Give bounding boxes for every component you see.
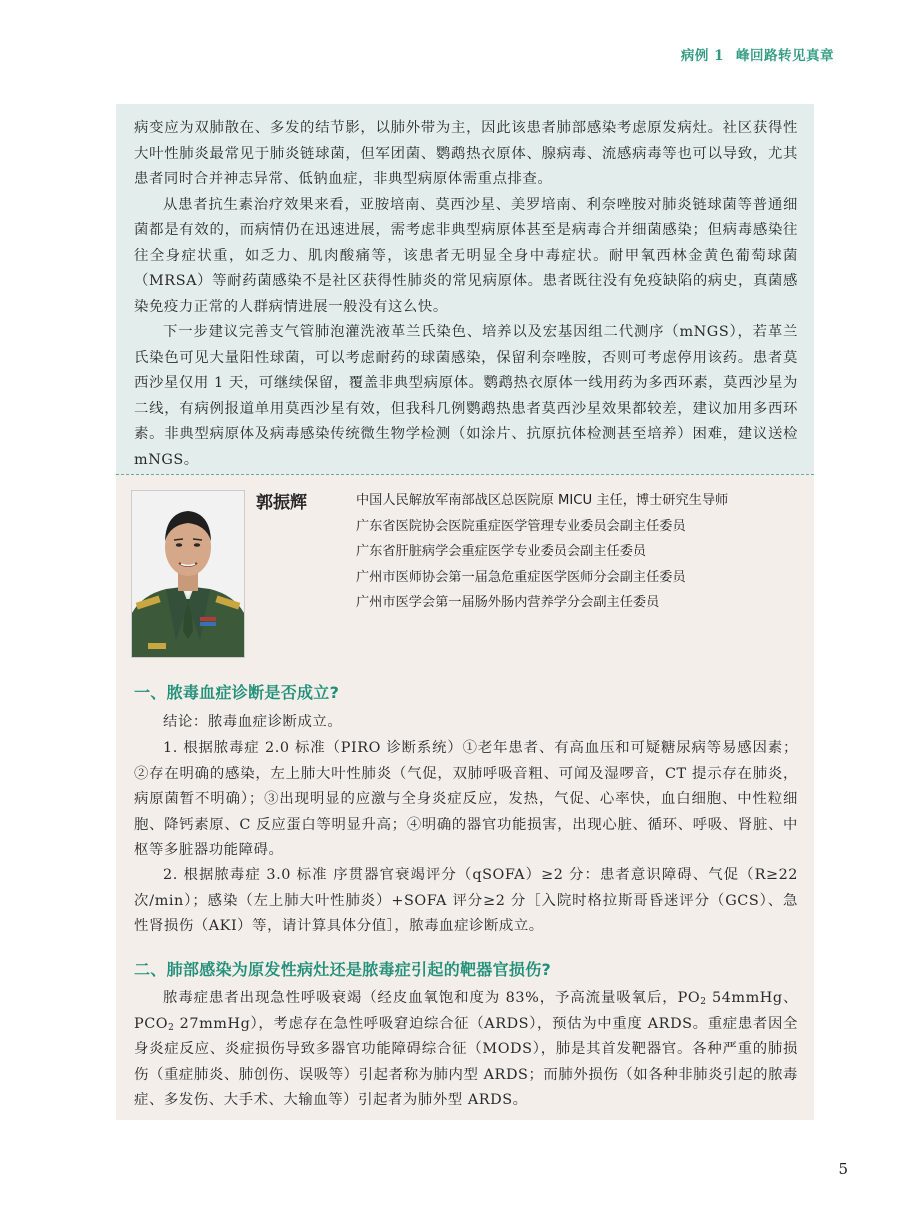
section-2-text-c: 27mmHg），考虑存在急性呼吸窘迫综合征（ARDS），预估为中重度 ARDS。重症患者因全身炎症反应、炎症损伤导致多器官功能障碍综合征（MODS），肺是其首发靶器官。各种严重的肺损伤（重症肺炎、肺创伤、误吸等）引起者称为肺内型 ARDS；而肺外损伤（如各种非肺炎引起的脓毒症、多发伤、大手术、大输血等）引起者为肺外型 ARDS。 (134, 1015, 798, 1108)
expert-name: 郭振辉 (256, 493, 307, 513)
header-title: 峰回路转见真章 (736, 48, 834, 64)
section-2-text-b: 54mmHg、PCO (134, 990, 798, 1032)
green-paragraph-3: 下一步建议完善支气管肺泡灌洗液革兰氏染色、培养以及宏基因组二代测序（mNGS），若革兰氏染色可见大量阳性球菌，可以考虑耐药的球菌感染，保留利奈唑胺，否则可考虑停用该药。患者莫西沙星仅用 1 天，可继续保留，覆盖非典型病原体。鹦鹉热衣原体一线用药为多西环素，莫西沙星为二线，有病例报道单用莫西沙星有效，但我科几例鹦鹉热患者莫西沙星效果都较差，建议加用多西环素。非典型病原体及病毒感染传统微生物学检测（如涂片、抗原抗体检测甚至培养）困难，建议送检 mNGS。 (134, 324, 798, 468)
subscript: 2 (168, 1022, 175, 1033)
section-1-title: 一、脓毒血症诊断是否成立? (134, 683, 340, 702)
section-1-item-2: 2. 根据脓毒症 3.0 标准 序贯器官衰竭评分（qSOFA）≥2 分：患者意识障碍、气促（R≥22 次/min）；感染（左上肺大叶性肺炎）+SOFA 评分≥2 分［入院时格拉斯哥昏迷评分（GCS）、急性肾损伤（AKI）等，请计算具体分值］，脓毒血症诊断成立。 (134, 867, 798, 934)
expert-title: 中国人民解放军南部战区总医院原 MICU 主任，博士研究生导师 (356, 493, 729, 508)
expert-photo (131, 490, 245, 658)
expert-title: 广东省医院协会医院重症医学管理专业委员会副主任委员 (356, 518, 686, 534)
divider (116, 474, 814, 475)
subscript: 2 (700, 997, 707, 1007)
green-paragraph-1: 病变应为双肺散在、多发的结节影，以肺外带为主，因此该患者肺部感染考虑原发病灶。社区获得性大叶性肺炎最常见于肺炎链球菌，但军团菌、鹦鹉热衣原体、腺病毒、流感病毒等也可以导致，尤其患者同时合并神志异常、低钠血症，非典型病原体需重点排查。 (134, 120, 798, 187)
conclusion: 结论：脓毒血症诊断成立。 (163, 714, 343, 730)
green-paragraph-2: 从患者抗生素治疗效果来看，亚胺培南、莫西沙星、美罗培南、利奈唑胺对肺炎链球菌等普通细菌都是有效的，而病情仍在迅速进展，需考虑非典型病原体甚至是病毒合并细菌感染；但病毒感染往往全身症状重，如乏力、肌肉酸痛等，该患者无明显全身中毒症状。耐甲氧西林金黄色葡萄球菌（MRSA）等耐药菌感染不是社区获得性肺炎的常见病原体。患者既往没有免疫缺陷的病史，真菌感染免疫力正常的人群病情进展一般没有这么快。 (134, 196, 798, 315)
expert-title: 广州市医学会第一届肠外肠内营养学分会副主任委员 (356, 595, 660, 611)
section-2-paragraph (134, 986, 798, 1114)
page-number: 5 (838, 1160, 848, 1178)
expert-title: 广东省肝脏病学会重症医学专业委员会副主任委员 (356, 544, 647, 560)
expert-title: 广州市医师协会第一届急危重症医学医师分会副主任委员 (356, 569, 686, 585)
section-1-item-1: 1. 根据脓毒症 2.0 标准（PIRO 诊断系统）①老年患者、有高血压和可疑糖尿病等易感因素；②存在明确的感染，左上肺大叶性肺炎（气促，双肺呼吸音粗、可闻及湿啰音，CT 提示存在肺炎，病原菌暂不明确）；③出现明显的应激与全身炎症反应，发热，气促、心率快，血白细胞、中性粒细胞、降钙素原、C 反应蛋白等明显升高；④明确的器官功能损害，出现心脏、循环、呼吸、肾脏、中枢等多脏器功能障碍。 (134, 740, 798, 858)
section-2-title: 二、肺部感染为原发性病灶还是脓毒症引起的靶器官损伤? (134, 960, 552, 979)
header-case: 病例 1 (680, 48, 724, 64)
running-header (669, 44, 834, 64)
section-2-text-a: 脓毒症患者出现急性呼吸衰竭（经皮血氧饱和度为 83%，予高流量吸氧后，PO (163, 990, 701, 1006)
expert-titles (356, 488, 806, 616)
